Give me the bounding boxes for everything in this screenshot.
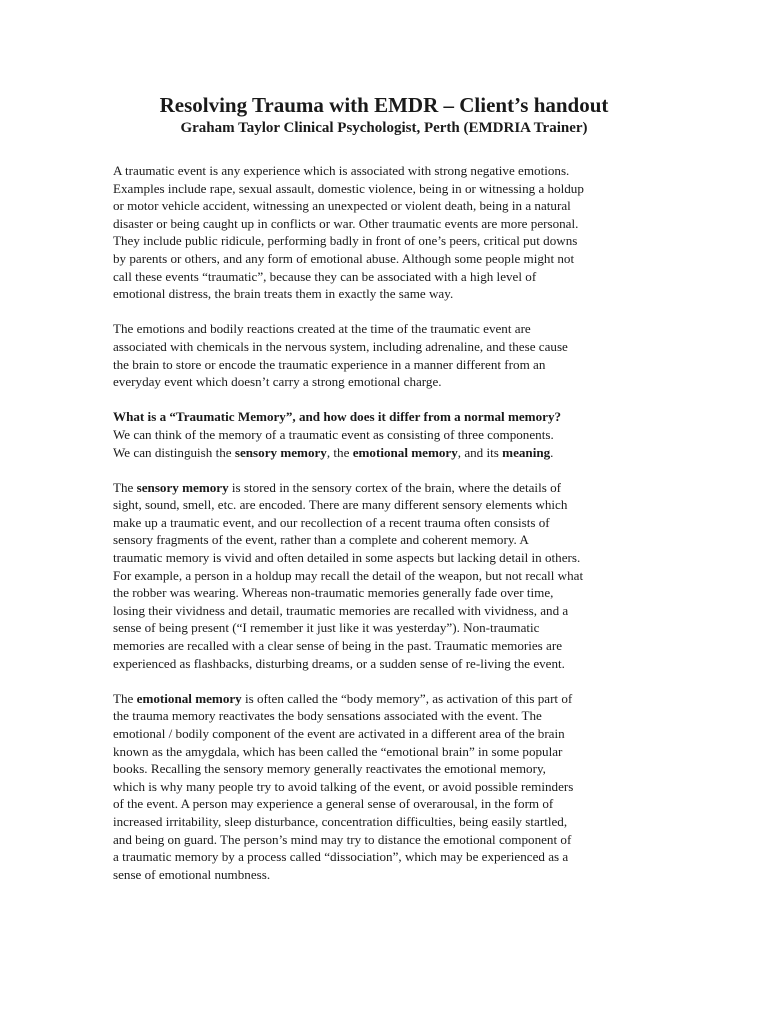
text-line: increased irritability, sleep disturbance, concentration difficulties, being easily startled, xyxy=(113,813,568,829)
document-subtitle: Graham Taylor Clinical Psychologist, Perth (EMDRIA Trainer) xyxy=(180,120,588,136)
bold-term-sensory-memory: sensory memory xyxy=(136,479,229,495)
bold-term-sensory-memory: sensory memory xyxy=(234,444,327,460)
text-line: the robber was wearing. Whereas non-traumatic memories generally fade over time, xyxy=(113,585,554,601)
text-line: The emotions and bodily reactions created at the time of the traumatic event are xyxy=(113,321,531,337)
text-run: is often called the “body memory”, as activation of this part of xyxy=(241,690,573,706)
text-line: the brain to store or encode the traumatic experience in a manner different from an xyxy=(113,356,546,372)
text-line: known as the amygdala, which has been called the “emotional brain” in some popular xyxy=(113,743,563,759)
text-line: the trauma memory reactivates the body sensations associated with the event. The xyxy=(113,708,542,724)
text-line: sense of emotional numbness. xyxy=(113,866,271,882)
text-line: We can think of the memory of a traumatic event as consisting of three components. xyxy=(113,426,554,442)
text-line: For example, a person in a holdup may recall the detail of the weapon, but not recall what xyxy=(113,567,584,583)
bold-term-emotional-memory: emotional memory xyxy=(352,444,458,460)
document-title: Resolving Trauma with EMDR – Client’s handout xyxy=(159,93,609,117)
text-run: The xyxy=(113,690,137,706)
text-line: emotional distress, the brain treats them in exactly the same way. xyxy=(113,286,454,302)
text-line-components xyxy=(113,444,655,462)
text-line: A traumatic event is any experience which is associated with strong negative emotions. xyxy=(113,163,570,178)
text-run: is stored in the sensory cortex of the brain, where the details of xyxy=(228,479,561,495)
text-line: of the event. A person may experience a general sense of overarousal, in the form of xyxy=(113,796,554,812)
text-line: experienced as flashbacks, disturbing dreams, or a sudden sense of re-living the event. xyxy=(113,655,565,671)
text-line: sight, sound, smell, etc. are encoded. There are many different sensory elements which xyxy=(113,497,568,513)
text-line: They include public ridicule, performing badly in front of one’s peers, critical put downs xyxy=(113,233,578,249)
text-line: a traumatic memory by a process called “dissociation”, which may be experienced as a xyxy=(113,849,569,865)
text-line: books. Recalling the sensory memory generally reactivates the emotional memory, xyxy=(113,761,546,777)
text-line: call these events “traumatic”, because they can be associated with a high level of xyxy=(113,268,537,284)
text-run: We can distinguish the xyxy=(113,444,235,460)
text-run: , and its xyxy=(457,444,503,460)
text-line: associated with chemicals in the nervous system, including adrenaline, and these cause xyxy=(113,338,568,354)
text-line: Examples include rape, sexual assault, domestic violence, being in or witnessing a holdup xyxy=(113,180,584,196)
text-run: , the xyxy=(326,444,353,460)
text-line: memories are recalled with a clear sense of being in the past. Traumatic memories are xyxy=(113,638,563,654)
paragraph-traumatic-memory-intro xyxy=(113,408,655,461)
paragraph-traumatic-event xyxy=(113,162,655,303)
text-line: by parents or others, and any form of emotional abuse. Although some people might not xyxy=(113,250,575,266)
text-run: The xyxy=(113,479,137,495)
text-line: sense of being present (“I remember it just like it was yesterday”). Non-traumatic xyxy=(113,620,540,636)
bold-term-meaning: meaning xyxy=(502,444,551,460)
text-line: which is why many people try to avoid talking of the event, or avoid possible reminders xyxy=(113,778,574,794)
section-heading: What is a “Traumatic Memory”, and how does it differ from a normal memory? xyxy=(113,409,562,425)
text-line-first xyxy=(113,479,655,497)
text-line: disaster or being caught up in conflicts or war. Other traumatic events are more personal. xyxy=(113,215,579,231)
bold-term-emotional-memory: emotional memory xyxy=(136,690,242,706)
handout-page xyxy=(113,92,655,883)
text-line-first xyxy=(113,690,655,708)
text-line: everyday event which doesn’t carry a strong emotional charge. xyxy=(113,374,442,390)
text-line: losing their vividness and detail, traumatic memories are recalled with vividness, and a xyxy=(113,602,569,618)
text-run: . xyxy=(550,444,554,460)
text-line: sensory fragments of the event, rather than a complete and coherent memory. A xyxy=(113,532,529,548)
paragraph-emotions-bodily-reactions xyxy=(113,320,655,390)
text-line: or motor vehicle accident, witnessing an unexpected or violent death, being in a natural xyxy=(113,198,571,214)
text-line: and being on guard. The person’s mind may try to distance the emotional component of xyxy=(113,831,572,847)
paragraph-sensory-memory xyxy=(113,479,655,673)
paragraph-emotional-memory xyxy=(113,690,655,884)
text-line: traumatic memory is vivid and often detailed in some aspects but lacking detail in others. xyxy=(113,550,581,566)
text-line: make up a traumatic event, and our recollection of a recent trauma often consists of xyxy=(113,514,550,530)
text-line: emotional / bodily component of the event are activated in a different area of the brain xyxy=(113,726,565,741)
